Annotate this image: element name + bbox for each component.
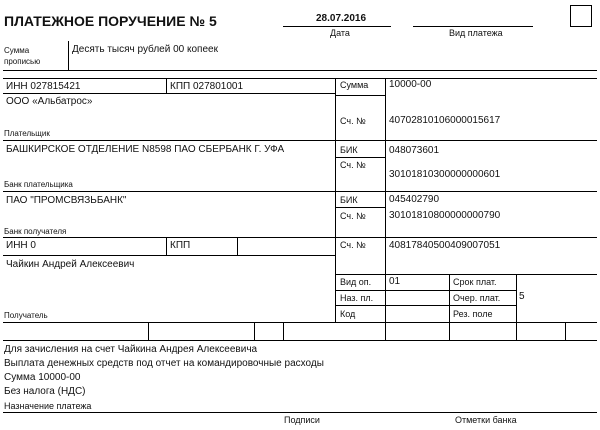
ocher-plat-value: 5 xyxy=(519,291,525,302)
payer-sum-value: 10000-00 xyxy=(389,79,432,90)
amount-words-label-line2: прописью xyxy=(4,57,41,66)
purpose-line-2: Выплата денежных средств под отчет на командировочные расходы xyxy=(4,358,324,369)
purpose-label: Назначение платежа xyxy=(4,401,92,411)
rule-recipient-bank-bottom xyxy=(3,237,597,238)
payer-label: Плательщик xyxy=(4,129,50,138)
amount-words-label-line1: Сумма xyxy=(4,46,30,55)
recipient-bank-bik-label: БИК xyxy=(340,195,358,205)
rule-payer-inn-bottom xyxy=(3,93,335,94)
main-right-divider xyxy=(385,78,386,322)
codes-mid-divider xyxy=(449,274,450,322)
recipient-kpp-end-divider xyxy=(237,237,238,255)
recipient-bank-bik-value: 045402790 xyxy=(389,194,440,205)
amount-words-divider xyxy=(68,41,69,70)
codes-right-divider xyxy=(516,274,517,322)
rule-recipient-bik-bottom xyxy=(335,207,385,208)
tax-cell-divider-6 xyxy=(516,322,517,340)
rule-payer-top xyxy=(3,78,597,79)
payer-bank-name: БАШКИРСКОЕ ОТДЕЛЕНИЕ N8598 ПАО СБЕРБАНК Г. УФА xyxy=(6,144,285,155)
payer-bank-account-label: Сч. № xyxy=(340,160,366,170)
recipient-account-value: 40817840500409007051 xyxy=(389,240,501,251)
rule-payer-bottom xyxy=(3,140,597,141)
payer-bank-bik-label: БИК xyxy=(340,145,358,155)
payer-account-value: 40702810106000015617 xyxy=(389,115,501,126)
kod-label: Код xyxy=(340,309,356,319)
vid-op-label: Вид оп. xyxy=(340,277,372,287)
naz-pl-label: Наз. пл. xyxy=(340,293,374,303)
rule-codes-top xyxy=(335,274,597,275)
rule-codes-row2 xyxy=(335,305,517,306)
rule-recipient-bottom xyxy=(3,322,597,323)
tax-cell-divider-5 xyxy=(449,322,450,340)
tax-cell-divider-1 xyxy=(148,322,149,340)
rule-payer-bik-bottom xyxy=(335,157,385,158)
recipient-kpp: КПП xyxy=(170,240,191,251)
recipient-bank-name: ПАО "ПРОМСВЯЗЬБАНК" xyxy=(6,195,127,206)
recipient-bank-account-value: 30101810800000000790 xyxy=(389,210,501,221)
amount-in-words: Десять тысяч рублей 00 копеек xyxy=(72,44,218,55)
payer-kpp: КПП 027801001 xyxy=(170,81,244,92)
recipient-bank-account-label: Сч. № xyxy=(340,211,366,221)
payment-type-label: Вид платежа xyxy=(449,28,503,38)
recipient-inn: ИНН 0 xyxy=(6,240,36,251)
main-left-divider xyxy=(335,78,336,322)
payer-inn-kpp-divider xyxy=(166,78,167,93)
tax-cell-divider-7 xyxy=(565,322,566,340)
rule-recipient-inn-bottom xyxy=(3,255,335,256)
purpose-line-1: Для зачисления на счет Чайкина Андрея Алексеевича xyxy=(4,344,258,355)
srok-plat-label: Срок плат. xyxy=(453,277,497,287)
rule-tax-bottom xyxy=(3,340,597,341)
payer-inn: ИНН 027815421 xyxy=(6,81,81,92)
payment-date: 28.07.2016 xyxy=(316,13,367,24)
payer-bank-bik-value: 048073601 xyxy=(389,145,440,156)
payment-type-underline xyxy=(413,26,533,27)
bank-marks-label: Отметки банка xyxy=(455,415,517,425)
payer-bank-label: Банк плательщика xyxy=(4,180,73,189)
recipient-name: Чайкин Андрей Алексеевич xyxy=(6,259,135,270)
ocher-plat-label: Очер. плат. xyxy=(453,293,501,303)
vid-op-value: 01 xyxy=(389,276,401,287)
rez-pole-label: Рез. поле xyxy=(453,309,493,319)
recipient-inn-kpp-divider xyxy=(166,237,167,255)
date-label: Дата xyxy=(330,28,350,38)
rule-sum-bottom xyxy=(335,95,385,96)
signatures-label: Подписи xyxy=(284,415,320,425)
payer-sum-label: Сумма xyxy=(340,80,369,90)
recipient-label: Получатель xyxy=(4,311,48,320)
rule-amount-bottom xyxy=(3,70,597,71)
rule-purpose-bottom xyxy=(3,412,597,413)
document-title: ПЛАТЕЖНОЕ ПОРУЧЕНИЕ № 5 xyxy=(4,13,217,29)
form-code-box xyxy=(570,5,592,27)
tax-cell-divider-3 xyxy=(283,322,284,340)
rule-payer-bank-bottom xyxy=(3,191,597,192)
payer-bank-account-value: 30101810300000000601 xyxy=(389,169,501,180)
recipient-account-label: Сч. № xyxy=(340,240,366,250)
payer-name: ООО «Альбатрос» xyxy=(6,96,93,107)
purpose-line-3: Сумма 10000-00 xyxy=(4,372,81,383)
tax-cell-divider-4 xyxy=(385,322,386,340)
rule-codes-row1 xyxy=(335,290,517,291)
tax-cell-divider-2 xyxy=(254,322,255,340)
recipient-bank-label: Банк получателя xyxy=(4,227,67,236)
payer-account-label: Сч. № xyxy=(340,116,366,126)
date-underline xyxy=(283,26,391,27)
purpose-line-4: Без налога (НДС) xyxy=(4,386,86,397)
